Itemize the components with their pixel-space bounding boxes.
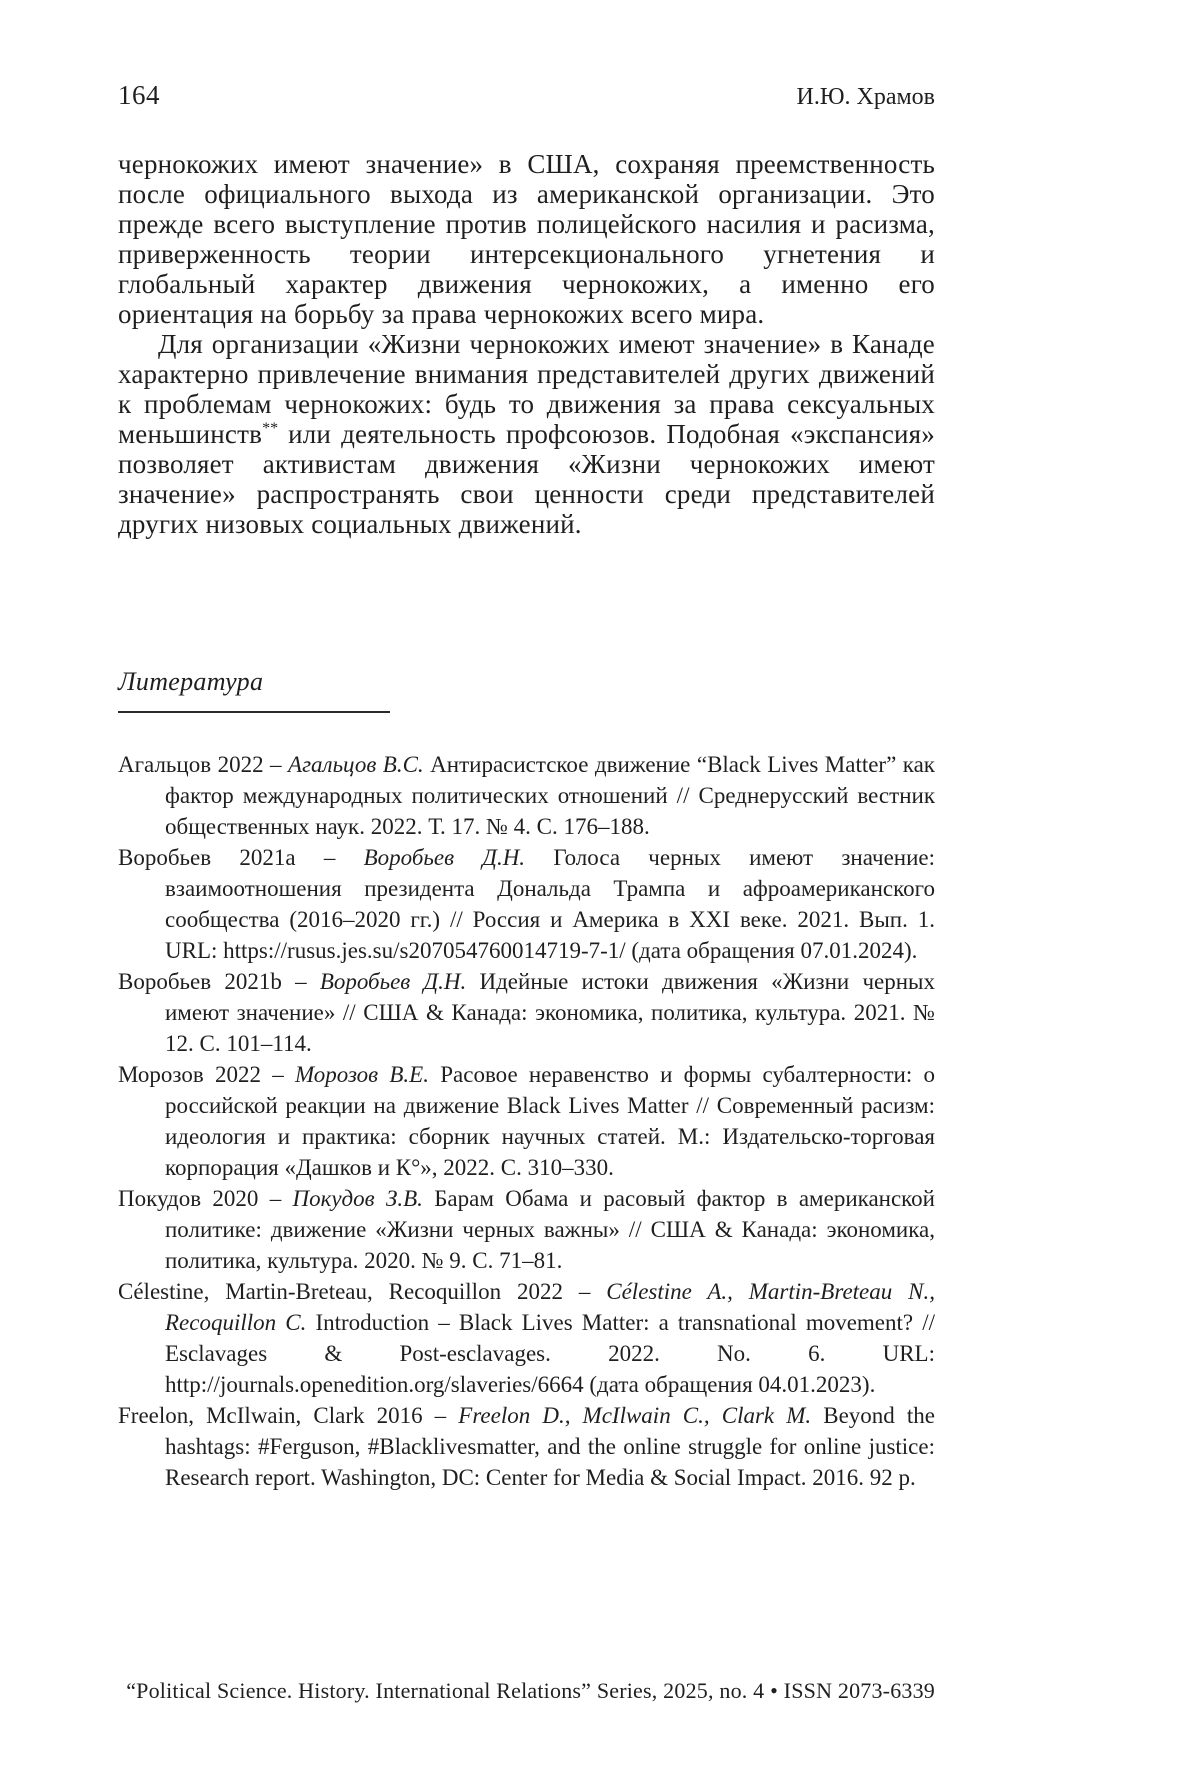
body-paragraph-2 xyxy=(118,329,935,539)
reference-text: Барам Обама и расовый фактор в американской политике: движение «Жизни черных важны» // США & Канада: экономика, политика, культура. 2020. № 9. С. 71–81. xyxy=(165,1186,935,1273)
reference-entry xyxy=(118,1276,935,1400)
reference-authors: Freelon D., McIlwain C., Clark M. xyxy=(458,1403,812,1428)
text-column xyxy=(118,0,935,1493)
reference-authors: Célestine A., Martin-Breteau N., Recoquillon C. xyxy=(165,1279,935,1335)
reference-authors: Воробьев Д.Н. xyxy=(363,845,526,870)
paragraph-text: Для организации «Жизни чернокожих имеют значение» в Канаде характерно привлечение внимания представителей других движений к проблемам чернокожих: будь то движения за права сексуальных меньшинств xyxy=(118,329,935,449)
reference-text: Introduction – Black Lives Matter: a transnational movement? // Esclavages & Post-esclavages. 2022. No. 6. URL: http://journals.openedition.org/slaveries/6664 (дата обращения 04.01.2023). xyxy=(165,1310,935,1397)
reference-text: Beyond the hashtags: #Ferguson, #Blacklivesmatter, and the online struggle for online justice: Research report. Washington, DC: Center for Media & Social Impact. 2016. 92 p. xyxy=(165,1403,935,1490)
body-paragraph-1 xyxy=(118,149,935,329)
reference-list xyxy=(118,749,935,1493)
running-head-author: И.Ю. Храмов xyxy=(796,84,935,110)
reference-entry xyxy=(118,749,935,842)
footnote-marker: ** xyxy=(262,420,279,437)
reference-key: Агальцов 2022 – xyxy=(118,752,289,777)
reference-key: Морозов 2022 – xyxy=(118,1062,295,1087)
reference-entry xyxy=(118,966,935,1059)
reference-authors: Морозов В.Е. xyxy=(294,1062,429,1087)
reference-entry xyxy=(118,842,935,966)
reference-key: Воробьев 2021a – xyxy=(118,845,364,870)
reference-text: Идейные истоки движения «Жизни черных имеют значение» // США & Канада: экономика, политика, культура. 2021. № 12. С. 101–114. xyxy=(165,969,935,1056)
reference-key: Воробьев 2021b – xyxy=(118,969,320,994)
reference-text: Антирасистское движение “Black Lives Matter” как фактор международных политических отношений // Среднерусский вестник общественных наук. 2022. Т. 17. № 4. С. 176–188. xyxy=(165,752,935,839)
heading-rule xyxy=(118,711,390,713)
reference-text: Голоса черных имеют значение: взаимоотношения президента Дональда Трампа и афроамериканского сообщества (2016–2020 гг.) // Россия и Америка в XXI веке. 2021. Вып. 1. URL: https://rusus.jes.su/s207054760014719-7-1/ (дата обращения 07.01.2024). xyxy=(165,845,936,963)
reference-key: Покудов 2020 – xyxy=(118,1186,293,1211)
reference-authors: Агальцов В.С. xyxy=(288,752,424,777)
reference-entry xyxy=(118,1059,935,1183)
paragraph-text: или деятельность профсоюзов. Подобная «экспансия» позволяет активистам движения «Жизни чернокожих имеют значение» распространять свои ценности среди представителей других низовых социальных движений. xyxy=(118,419,935,539)
reference-text: Расовое неравенство и формы субалтерности: о российской реакции на движение Black Lives Matter // Современный расизм: идеология и практика: сборник научных статей. М.: Издательско-торговая корпорация «Дашков и К°», 2022. С. 310–330. xyxy=(165,1062,935,1180)
reference-authors: Покудов З.В. xyxy=(292,1186,423,1211)
reference-entry xyxy=(118,1183,935,1276)
page-number: 164 xyxy=(118,80,160,110)
paragraph-text: чернокожих имеют значение» в США, сохраняя преемственность после официального выхода из американской организации. Это прежде всего выступление против полицейского насилия и расизма, приверженность теории интерсекционального угнетения и глобальный характер движения чернокожих, а именно его ориентация на борьбу за права чернокожих всего мира. xyxy=(118,149,935,329)
page-footer: “Political Science. History. International Relations” Series, 2025, no. 4 • ISSN 2073-6339 xyxy=(126,1678,935,1703)
references-heading: Литература xyxy=(118,667,264,696)
reference-key: Célestine, Martin-Breteau, Recoquillon 2022 – xyxy=(118,1279,607,1304)
page-header xyxy=(118,0,935,111)
reference-entry xyxy=(118,1400,935,1493)
reference-authors: Воробьев Д.Н. xyxy=(319,969,467,994)
reference-key: Freelon, McIlwain, Clark 2016 – xyxy=(118,1403,459,1428)
